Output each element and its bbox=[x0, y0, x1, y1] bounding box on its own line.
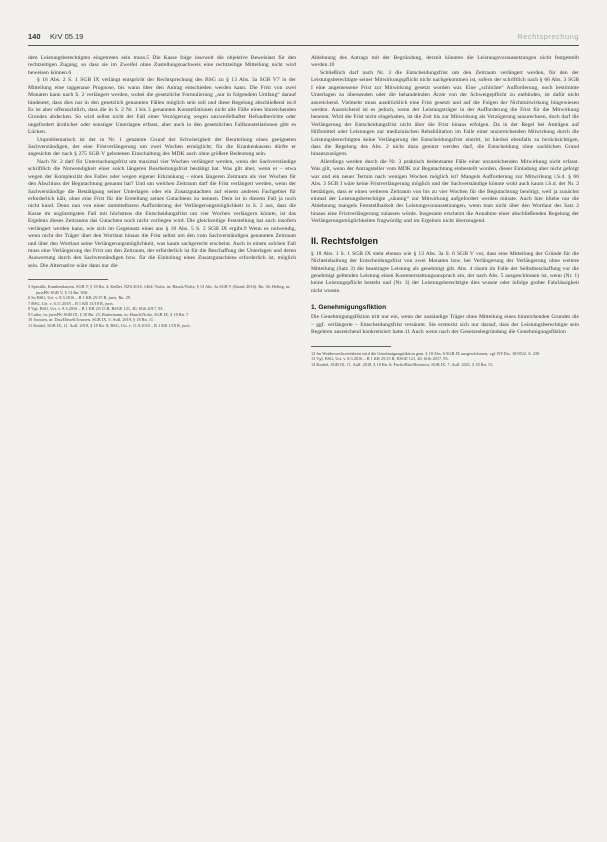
footnote: 8 Vgl. BSG, Urt. v. 8.3.2016 – B 1 KR 25/15 R, BSGE 121, 40, SGb 2017, 93. bbox=[28, 306, 164, 312]
running-header bbox=[28, 32, 579, 44]
journal-name: KrV 05.19 bbox=[50, 32, 84, 41]
footnote: 10 Joussen, in: Dau/Düwell/Joussen, SGB IX, 5. Aufl. 2019, § 18 Rn. 11. bbox=[28, 317, 155, 323]
body-paragraph: Die Genehmigungsfiktion tritt nur ein, wenn der zuständige Träger ohne Mitteilung eines hinreichenden Grundes die – ggf. verlängerte – Entscheidungsfrist versäumt. Sie erstreckt sich nur darauf, dass der Leistungsberechtigte sein Begehren ausreichend konkretisiert hatte.11 Auch wenn nach der Gesetzesbegründung die Genehmigungsfiktion bbox=[311, 314, 579, 336]
footnote: 14 Knittel, SGB IX, 11. Aufl. 2018, § 18 Rn. 6; Fuchs/Ritz/Rosenow, SGB IX, 7. Aufl. 2021, § 18 Rn. 15. bbox=[311, 361, 494, 367]
body-paragraph: § 18 Abs. 1 S. 1 SGB IX sieht ebenso wie § 13 Abs. 3a S. 6 SGB V vor, dass eine Mitteilung der Gründe für die Nichteinhaltung der Entscheidungsfrist von zwei Monaten bzw. bei Verlängerung der Verlängerung ohne weitere Mitteilung (Satz 3) die beantragte Leistung als genehmigt gilt. Abs. 4 räumt im Falle der Selbstbeschaffung vor die genehmigt geltenden Leistung einen Kostenerstattungsanspruch ein, der nach Abs. 5 ausgeschlossen ist, wenn (Nr. 1) keine Leistungspflicht besteht und (Nr. 3) der Leistungsberechtigte dies wusste oder infolge grober Fahrlässigkeit nicht wusste. bbox=[311, 250, 579, 294]
footnote: 7 BSG, Urt. v. 6.11.2018 – B 1 KR 13/18 R, juris. bbox=[28, 300, 114, 306]
header-rule bbox=[28, 45, 579, 46]
body-paragraph: Ablehnung des Antrags mit der Begründung, derzeit könnten die Leistungsvoraussetzungen nicht festgestellt werden.10 bbox=[311, 55, 579, 69]
subsection-heading: 1. Genehmigungsfiktion bbox=[311, 304, 387, 312]
page-number: 140 bbox=[28, 32, 41, 41]
section-heading: II. Rechtsfolgen bbox=[311, 235, 379, 246]
body-paragraph: Schließlich darf nach Nr. 3 die Entscheidungsfrist um den Zeitraum verlängert werden, für den der Leistungsberechtigte seiner Mitwirkungspflicht nicht nachgekommen ist, sofern der schriftlich nach § 66 Abs. 3 SGB I eine angemessene Frist zur Mitwirkung gesetzt worden war. Eine „schlichte“ Aufforderung, noch bestimmte Unterlagen zu übersenden oder die behandelnden Ärzte von der Schweigepflicht zu entbinden, ist dafür nicht ausreichend. Vielmehr muss ausdrücklich eine Frist gesetzt und auf die Folgen der Nichtmitwirkung hingewiesen werden. Ausreichend ist es jedoch, wenn der Leistungsträger in der Aufforderung die Frist für die Mitwirkung benennt. Wird die Frist nicht eingehalten, ist die Zeit bis zur Mitwirkung als Verzögerung anzurechnen, doch darf die Verlängerung der Entscheidungsfrist nicht über die Frist hinaus erfolgen. Da in der Regel bei Anträgen auf Hilfsmittel oder Leistungen zur medizinischen Rehabilitation im Falle einer unzureichenden Mitwirkung durch die Leistungsberechtigten keine Verlängerung der Entscheidungsfrist eintritt, ist hierbei ebenfalls zu berücksichtigen, dass die Regelung des Abs. 2 nicht dazu genutzt werden darf, die Entscheidung ohne sachlichen Grund hinauszuzögern. bbox=[311, 69, 579, 158]
footnote: 9 Luthe, in: jurisPK-SGB IX, § 18 Rn. 25; Rattermann, in: Hauck/Noftz, SGB IX, § 18 Rn. 7. bbox=[28, 311, 190, 317]
footnote-rule bbox=[311, 346, 391, 347]
footnote: 11 Knittel, SGB IX, 11. Aufl. 2018, § 18 Rn. 8; BSG, Urt. v. 11.9.2018 – B 1 KR 1/18 R, juris. bbox=[28, 322, 191, 328]
body-paragraph: § 16 Abs. 2 S. 1 SGB IX verlängt entspricht der Rechtsprechung des BSG zu § 13 Abs. 3a SGB V7 in der Mitteilung eine taggenaue Prognose, bis wann über den Antrag entschieden werden kann. Die Frist von zwei Monaten kann nach S. 2 verlängert werden, wobei die gesetzliche Formulierung „nur in folgendem Umfang“ darauf hindeutet, dass dies nur in den gesetzlich genannten Fällen möglich sein soll und diese Regelung abschließend ist.8 Es ist aber offensichtlich, dass die in S. 2 Nr. 1 bis 3 genannten Konstellationen nicht alle Fälle eines hinreichenden Grundes abdecken. So wird selbst nicht der Fall einer Verzögerung wegen unzweifelhafter Befundberichte oder ungefordert ärztlicher oder sonstiger Unterlagen erfasst, aber auch in den gesetzlichen Fallkonstellationen gibt es Lücken. bbox=[28, 77, 296, 136]
right-column bbox=[311, 55, 579, 367]
footnote: 13 Vgl. BSG, Urt. v. 8.3.2016 – B 1 KR 25/15 R, BSGE 121, 40, SGb 2017, 93. bbox=[311, 356, 449, 361]
footnote: 12 Im Wettbewerbsverfahren wird die Genehmigungsfiktion gem. § 18 Abs. 6 SGB IX ausgeschlossen, vgl. BT-Drs. 18/9522, S. 239. bbox=[311, 350, 541, 356]
footnote: 5 Spezifik, Krankenkassen, SGB V, § 18 Rn. 4; Keßler, NZS 2016, 1464; Noftz, in: Hauck/Noftz, § 13 Abs. 3a SGB V (Stand: 2016), Rn. 36; Helbig, in: jurisPK-SGB V, § 13 Rn. 56ff. bbox=[28, 284, 291, 295]
header-section-label: Rechtsprechung bbox=[517, 32, 579, 41]
body-paragraph: Allerdings werden durch die Nr. 3 praktisch bedeutsame Fälle einer unzureichenden Mitwirkung nicht erfasst. Was gilt, wenn der Antragsteller vom MDK zur Begutachtung einbestellt worden, dieser Einladung aber nicht gefolgt war und ein neuer Termin nach wenigen Wochen möglich ist? Mangels Aufforderung zur Mitwirkung i.S.d. § 66 Abs. 3 SGB I wäre keine Fristverlängerung möglich und der Sachverständige könnte wohl auch kaum i.S.d. der Nr. 2 bestätigen, dass er einen weiteren Zeitraum von bis zu vier Wochen für die Begutachtung benötigt, weil ja zunächst einmal der Leistungsberechtigte „säumig“ zur Mitwirkung aufgefordert werden müsste. Auch hier bliebe nur die Ablehnung mangels Feststellbarkeit der Leistungsvoraussetzungen, wenn man nicht über den Wortlaut des Satz 2 hinaus eine Fristverlängerung zulassen würde. Insgesamt erscheint die Annahme einer abschließenden Regelung der Verlängerungsmöglichkeiten fragwürdig und im Ergebnis nicht überzeugend. bbox=[311, 158, 579, 225]
left-column bbox=[28, 55, 296, 328]
body-paragraph: dem Leistungsberechtigten eingetreten sein muss.5 Die Kasse folge insoweit die objektive Beweislast für den rechtzeitigen Zugang, so dass sie im Zweifel ohne Zustellungsnachweis eine rechtzeitige Mitteilung nicht wird beweisen können.6 bbox=[28, 55, 296, 76]
body-paragraph: Unproblematisch ist der in Nr. 1 genannte Grund der Schwierigkeit der Beurteilung eines geeigneten Sachverständigen, der eine Fristverlängerung um zwei Wochen ermöglicht; für die Krankenkassen dürfte er angesichts der nach § 275 SGB V gebotenen Einschaltung des MDK auch ohne größere Bedeutung sein. bbox=[28, 136, 296, 158]
body-paragraph: Nach Nr. 2 darf für Untersuchungsfrist um maximal vier Wochen verlängert werden, wenn der Sachverständige schriftlich die Notwendigkeit einer solch längeren Bearbeitungsfrist bestätigt hat. Was gilt aber, wenn er – etwa wegen der Komplexität des Falles oder wegen eigener Erkrankung – einen längeren Zeitraum als vier Wochen für den Abschluss der Begutachtung genannt hat? Und um welchen Zeitraum darf die Frist verlängert werden, wenn der Sachverständige die Bestätigung seiner Unterlagen oder ein Zusatzgutachten auf einem anderen Fachgebiet für erforderlich hält, ohne eine Frist für die Erstellung seines Gutachtens zu nennen. Dem ist in diesem Fall ja noch nicht kund. Denn nun von einer unmittelbaren Aufforderung der Verlängerungsmöglichkeit in S. 2 aus, dass die Kasse im ungünstigsten Fall mit höchstens die Entscheidungsfrist um vier Wochen verlängern könnte, ist das Ergebnis dieses Zeitraums das Gutachten noch nicht vorliegen wird. Die gleichzeitige Feststellung hat auch insofern verlängert werden kann, wie sich im Gegensatz eines aus § 18 Abs. 5 S. 2 SGB IX ergibt.9 Wenn es notwendig, wenn nicht der Träger über den Wortlaut hinaus die Frist selbst um den vom Sachverständigen genannten Zeitraum und über den Wortlaut seine Verlängerungsmöglichkeit, was kaum sachgerecht erscheint. Auch in einem solchen Fall muss eine Verlängerung der Frist um den Zeitraum, der erforderlich ist für die Beschaffung der Unterlagen und deren Auswertung durch den Sachverständigen bzw. für die Einholung eines Zusatzgutachtens erforderlich ist, möglich sein. Die Alternative wäre dann nur die bbox=[28, 158, 296, 269]
footnote-rule bbox=[28, 279, 108, 280]
footnote: 6 So BSG, Urt. v. 8.3.2016 – B 1 KR 25/15 R, juris, Rn. 29. bbox=[28, 295, 131, 301]
